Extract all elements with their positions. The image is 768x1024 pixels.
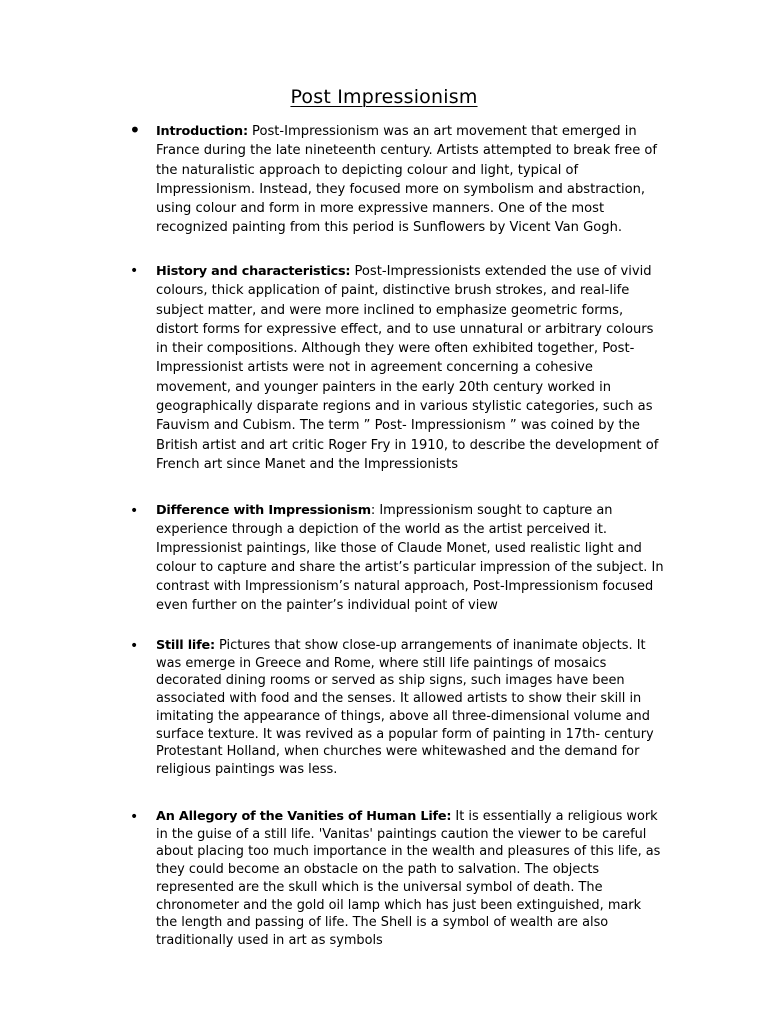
page-title: Post Impressionism	[290, 86, 478, 108]
bullet-icon: •	[130, 263, 139, 279]
section-heading: Still life:	[156, 638, 215, 653]
section-still-life	[130, 637, 666, 779]
section-body: : Impressionism sought to capture an experience through a depiction of the world as the artist perceived it. Impressionist paintings, like those of Claude Monet, used realistic light and colour to capture and share the artist’s particular impression of the subject. In contrast with Impressionism’s natural approach, Post-Impressionism focused even further on the painter’s individual point of view	[156, 503, 664, 613]
section-allegory	[130, 808, 666, 950]
section-heading: History and characteristics:	[156, 264, 351, 279]
bullet-icon: •	[130, 638, 139, 654]
bullet-icon: •	[130, 809, 139, 825]
section-introduction	[129, 118, 666, 238]
section-difference	[130, 502, 666, 615]
section-heading: Introduction:	[156, 124, 248, 139]
section-body: Pictures that show close-up arrangements of inanimate objects. It was emerge in Greece and Rome, where still life paintings of mosaics decorated dining rooms or served as ship signs, such images have been associated with food and the senses. It allowed artists to show their skill in imitating the appearance of things, above all three-dimensional volume and surface texture. It was revived as a popular form of painting in 17th- century Protestant Holland, when churches were whitewashed and the demand for religious paintings was less.	[156, 638, 654, 777]
section-heading: An Allegory of the Vanities of Human Life:	[156, 809, 452, 824]
section-heading: Difference with Impressionism	[156, 503, 371, 518]
section-body: Post-Impressionism was an art movement that emerged in France during the late nineteenth century. Artists attempted to break free of the naturalistic approach to depicting colour and light, typical of Impressionism. Instead, they focused more on symbolism and abstraction, using colour and form in more expressive manners. One of the most recognized painting from this period is Sunflowers by Vicent Van Gogh.	[156, 124, 658, 236]
section-body: Post-Impressionists extended the use of vivid colours, thick application of paint, distinctive brush strokes, and real-life subject matter, and were more inclined to emphasize geometric forms, distort forms for expressive effect, and to use unnatural or arbitrary colours in their compositions. Although they were often exhibited together, Post-Impressionist artists were not in agreement concerning a cohesive movement, and younger painters in the early 20th century worked in geographically disparate regions and in various stylistic categories, such as Fauvism and Cubism. The term ” Post- Impressionism ” was coined by the British artist and art critic Roger Fry in 1910, to describe the development of French art since Manet and the Impressionists	[156, 264, 659, 472]
bullet-icon: •	[130, 503, 139, 519]
section-history	[130, 262, 666, 474]
bullet-icon: •	[129, 118, 141, 142]
section-body: It is essentially a religious work in the guise of a still life. 'Vanitas' paintings caution the viewer to be careful about placing too much importance in the wealth and pleasures of this life, as they could become an obstacle on the path to salvation. The objects represented are the skull which is the universal symbol of death. The chronometer and the gold oil lamp which has just been extinguished, mark the length and passing of life. The Shell is a symbol of wealth are also traditionally used in art as symbols	[156, 809, 661, 948]
